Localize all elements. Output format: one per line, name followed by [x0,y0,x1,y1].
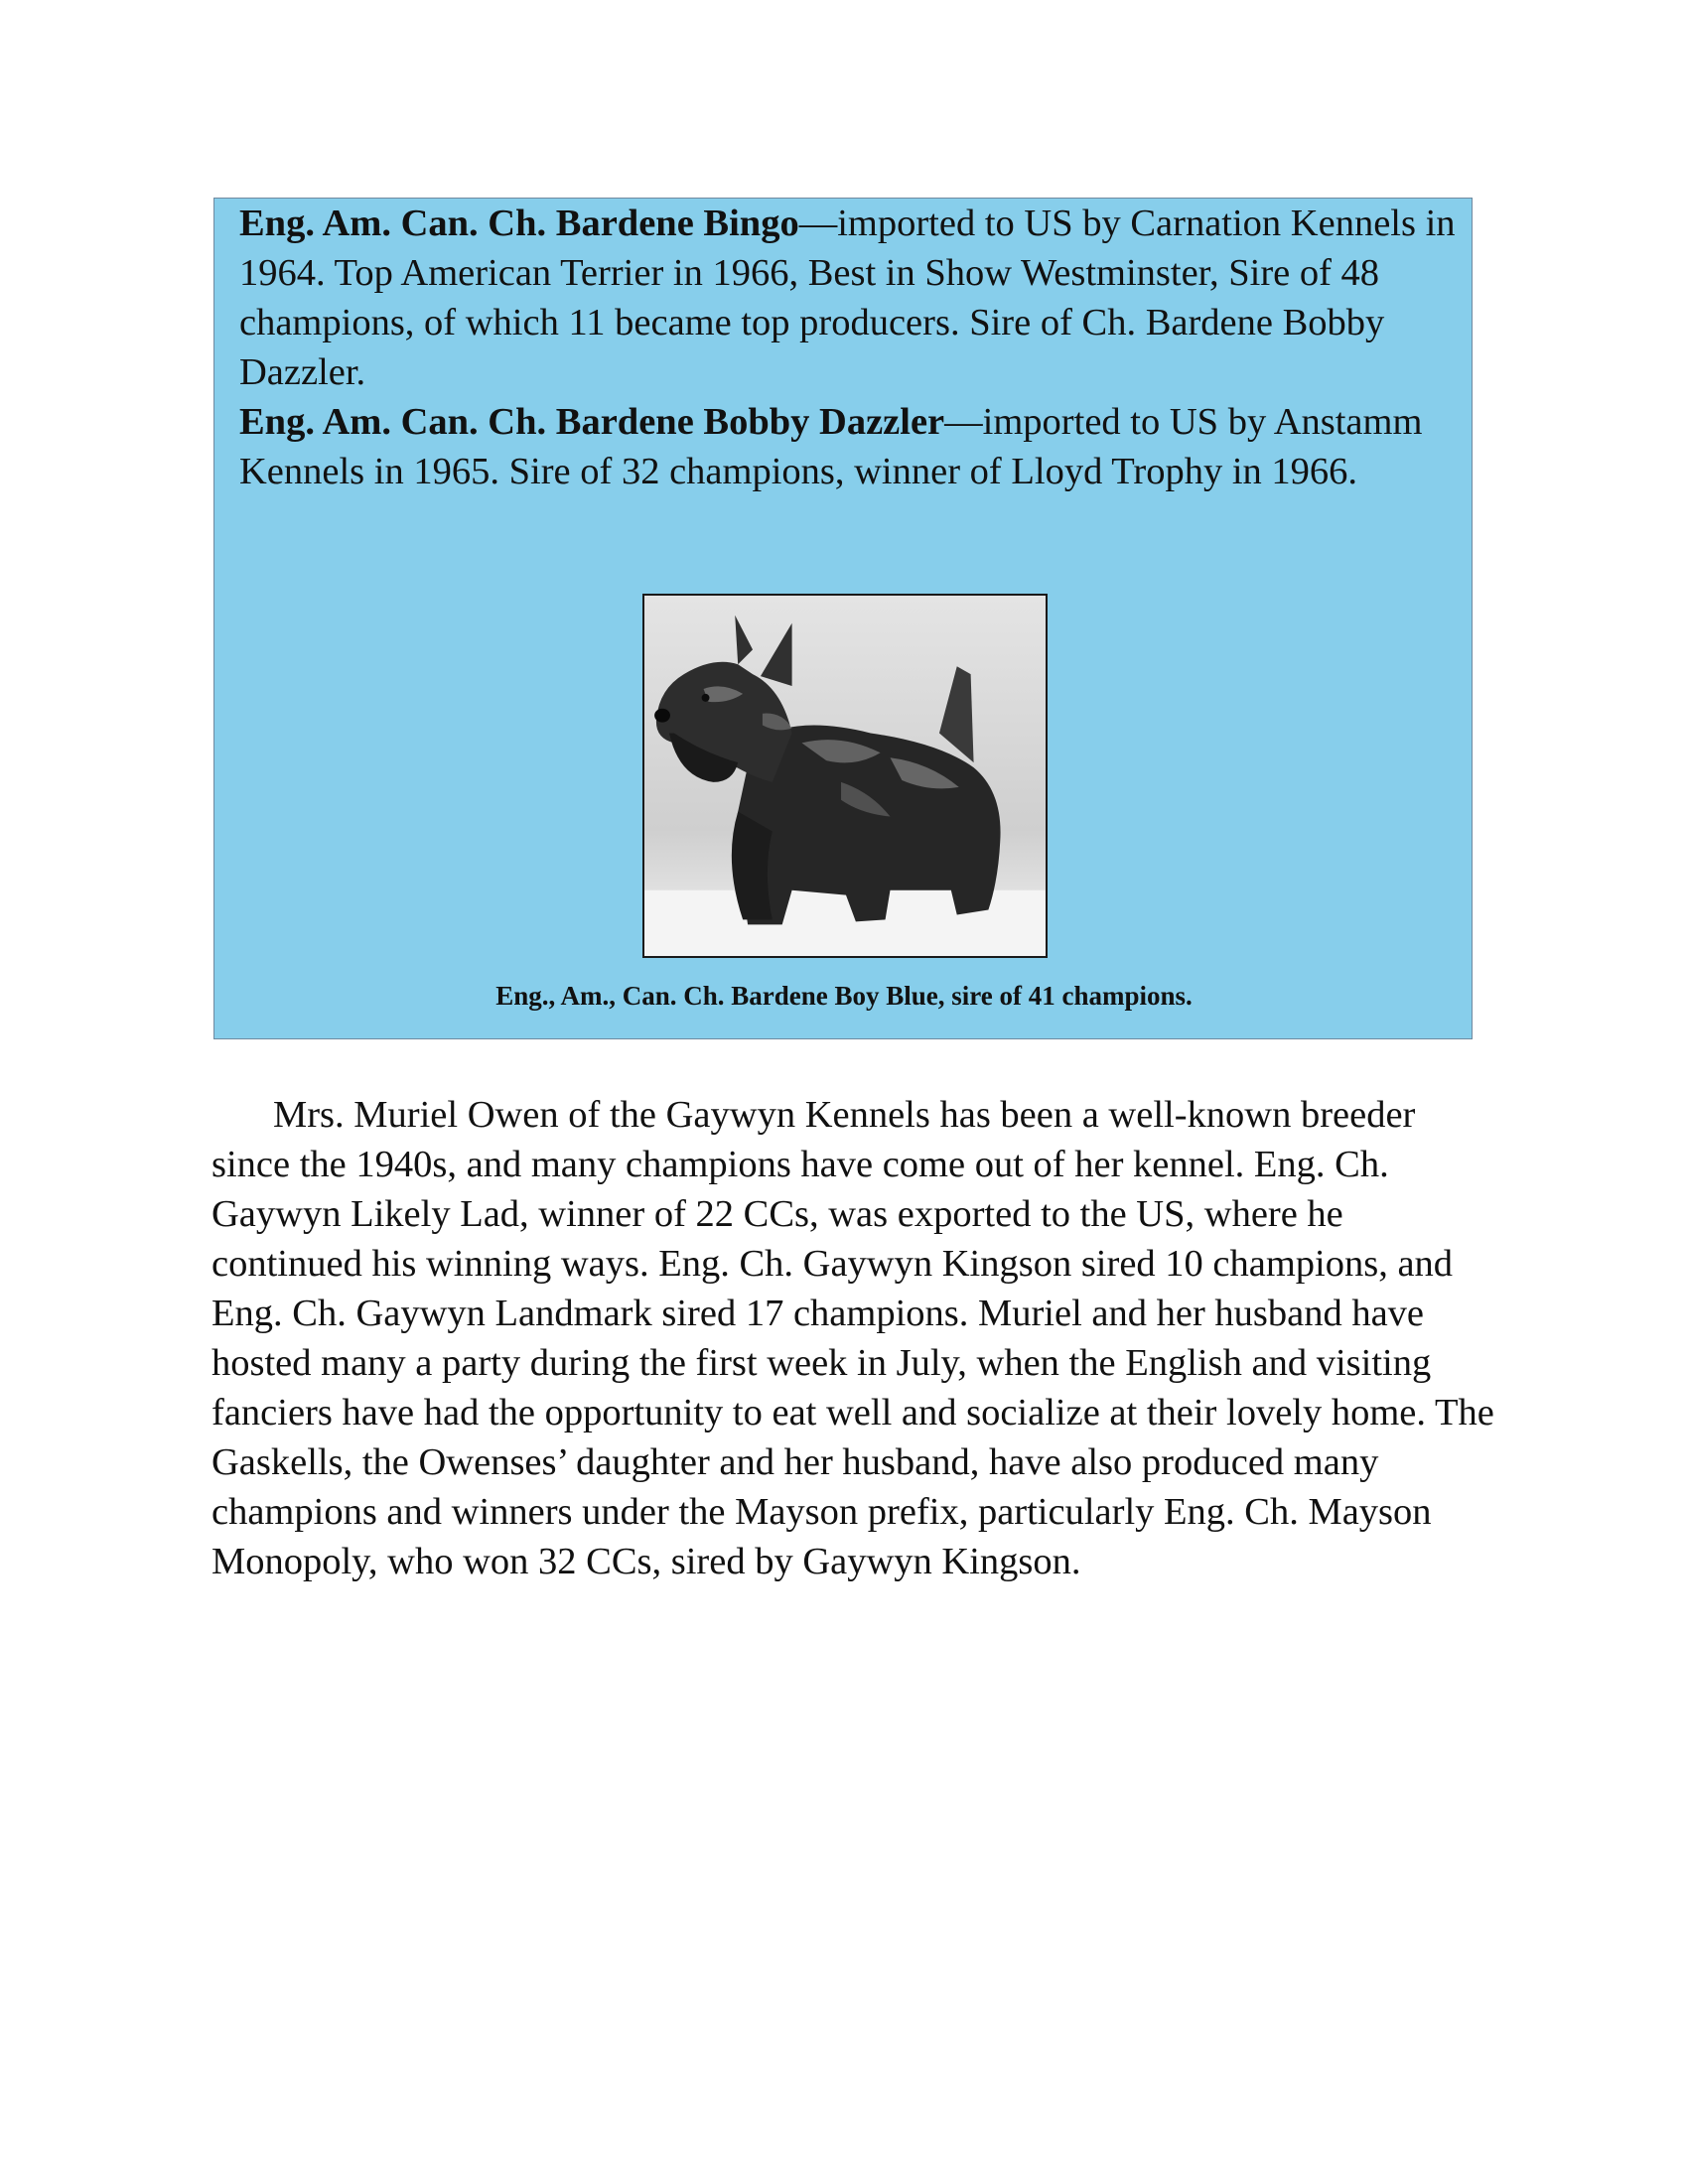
champion-entries [239,199,1456,496]
dog-photo [642,594,1048,958]
entry-name: Eng. Am. Can. Ch. Bardene Bobby Dazzler [239,401,945,443]
entry-text: —imported to US by Carnation Kennels in 1964. Top American Terrier in 1966, Best in Show Westminster, Sire of 48 champions, of which 11 became top producers. Sire of Ch. Bardene Bobby Dazzler. [239,203,1456,393]
body-paragraph [211,1090,1502,1586]
sidebar-box [213,198,1473,1039]
entry-name: Eng. Am. Can. Ch. Bardene Bingo [239,203,799,244]
scottish-terrier-photo [644,596,1046,956]
photo-caption: Eng., Am., Can. Ch. Bardene Boy Blue, sire of 41 champions. [495,981,1193,1011]
body-paragraph-text: Mrs. Muriel Owen of the Gaywyn Kennels has been a well-known breeder since the 1940s, and many champions have come out of her kennel. Eng. Ch. Gaywyn Likely Lad, winner of 22 CCs, was exported to the US, where he continued his winning ways. Eng. Ch. Gaywyn Kingson sired 10 champions, and Eng. Ch. Gaywyn Landmark sired 17 champions. Muriel and her husband have hosted many a party during the first week in July, when the English and visiting fanciers have had the opportunity to eat well and socialize at their lovely home. The Gaskells, the Owenses’ daughter and her husband, have also produced many champions and winners under the Mayson prefix, particularly Eng. Ch. Mayson Monopoly, who won 32 CCs, sired by Gaywyn Kingson. [211,1094,1494,1582]
entry-bardene-bingo [239,199,1456,397]
entry-text: —imported to US by Anstamm Kennels in 1965. Sire of 32 champions, winner of Lloyd Trophy in 1966. [239,401,1423,492]
entry-bardene-bobby-dazzler [239,397,1456,496]
